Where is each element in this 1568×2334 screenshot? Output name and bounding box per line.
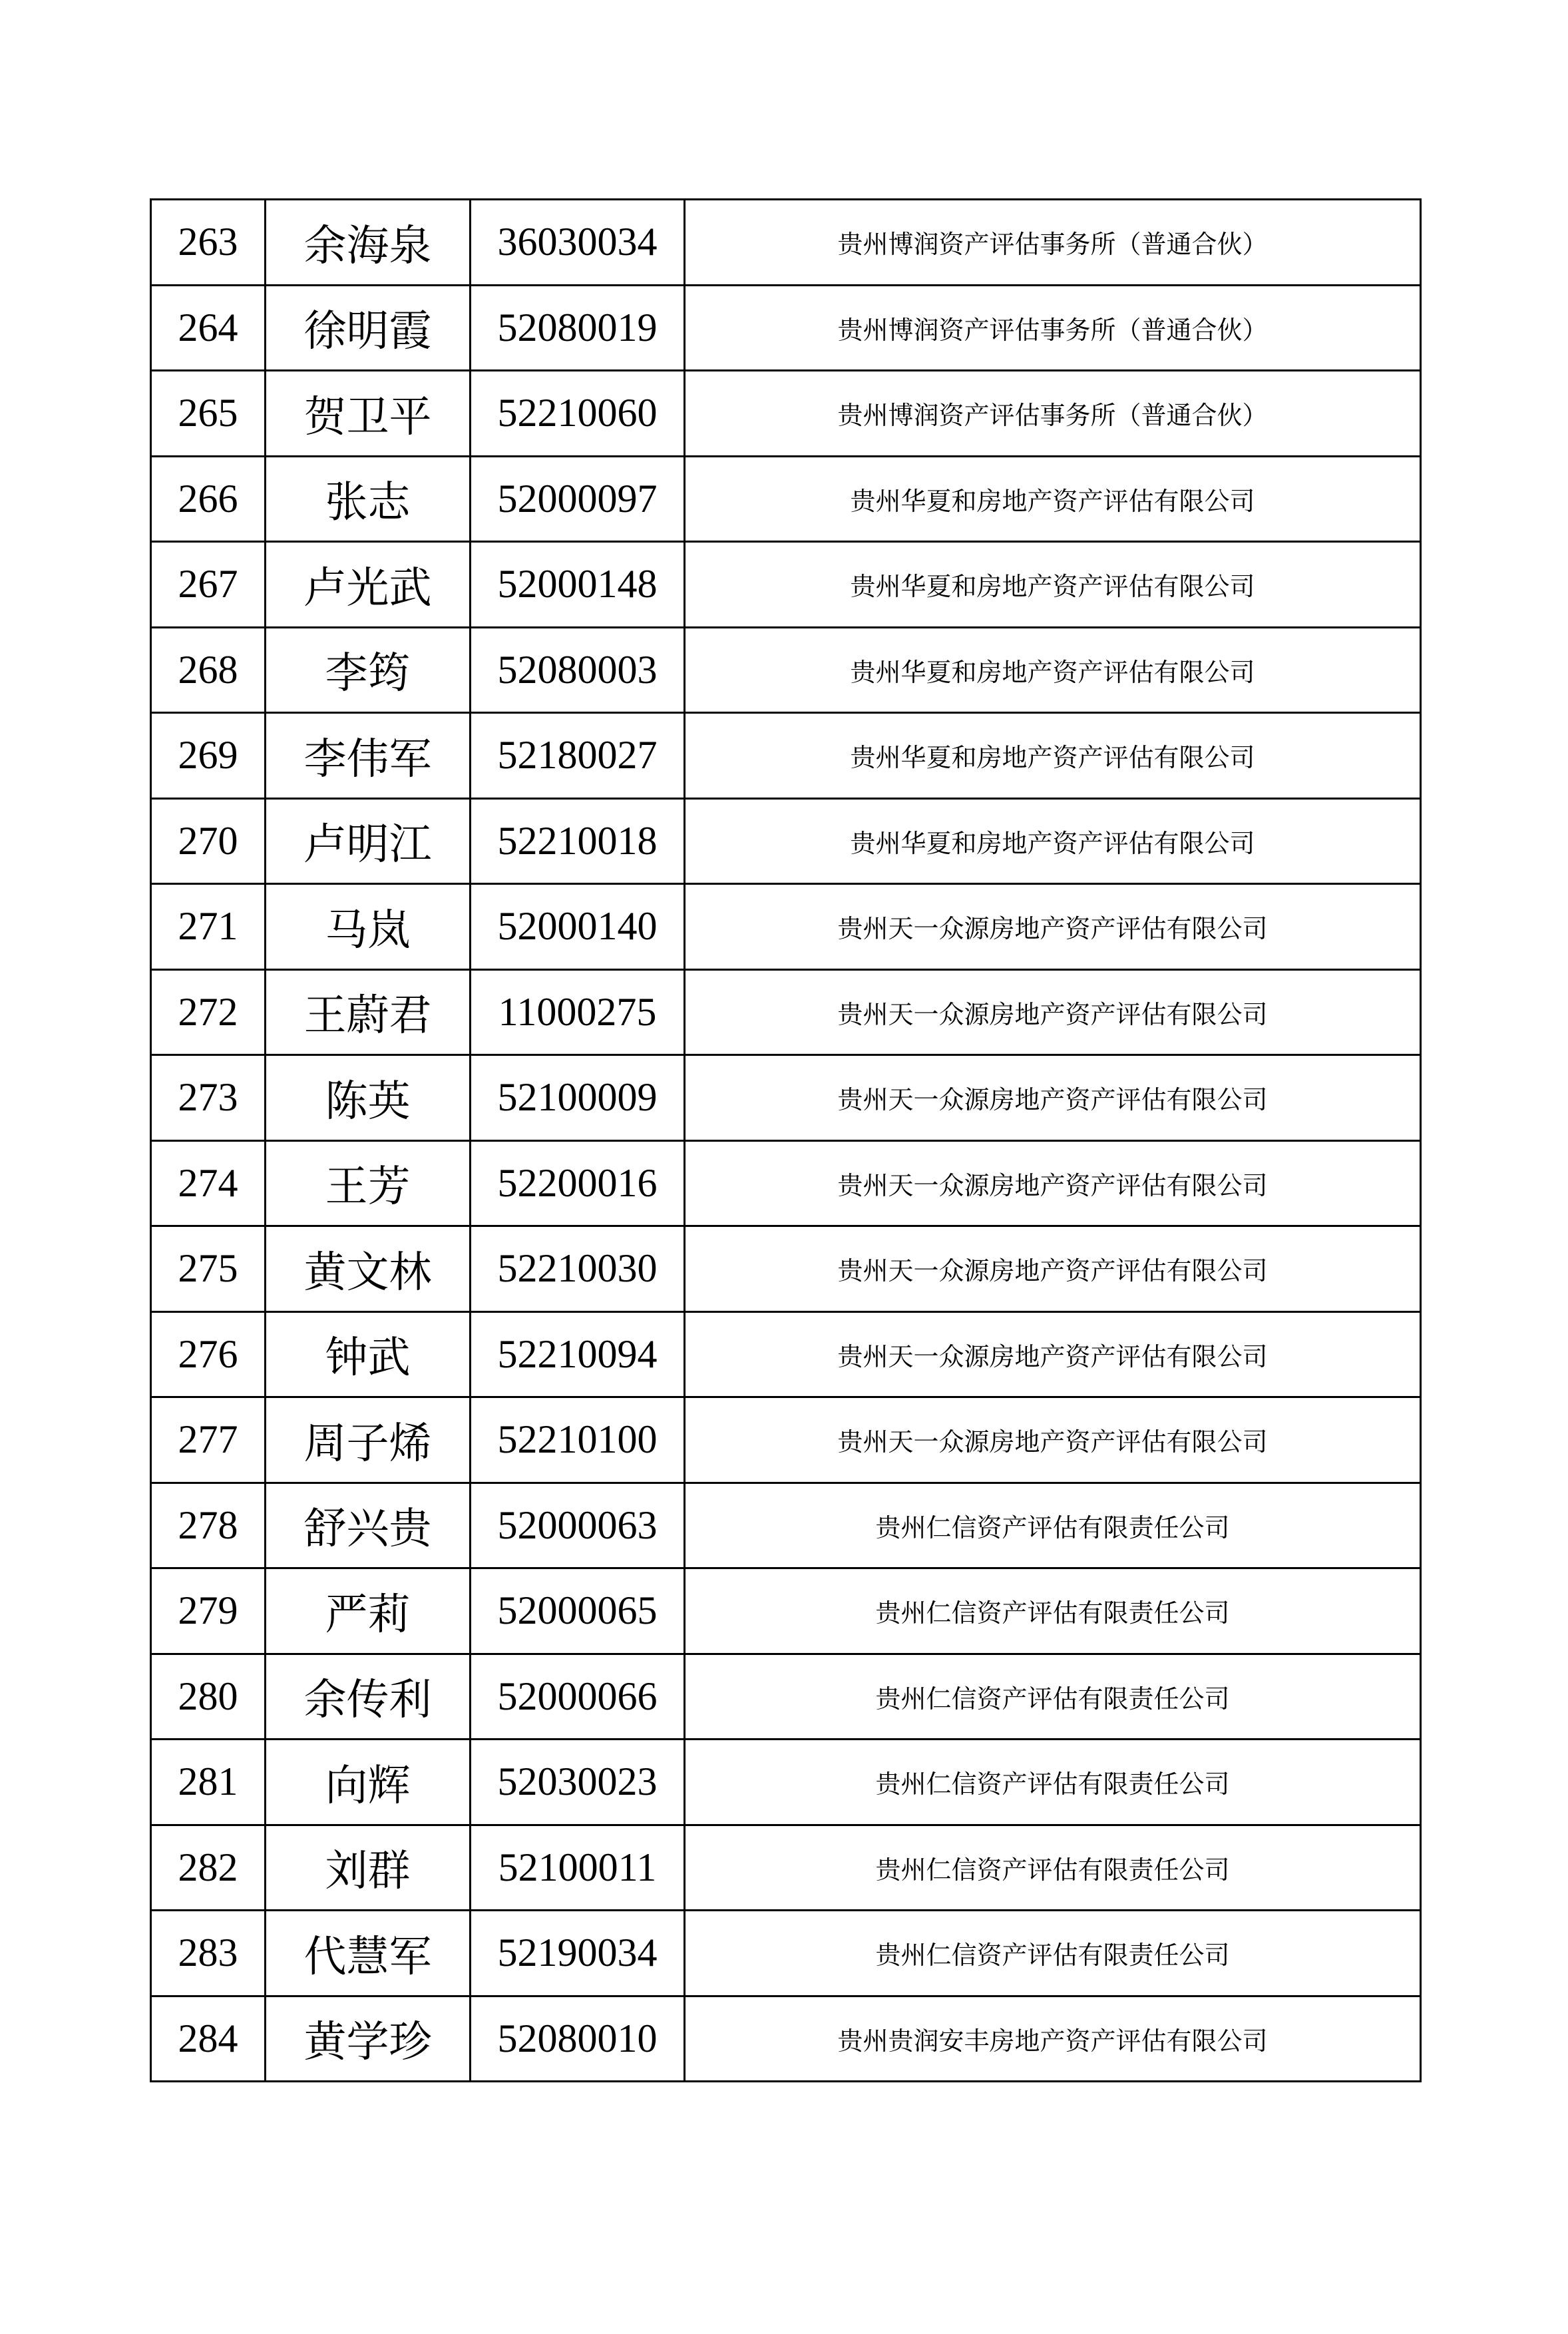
table-row: [151, 1996, 1421, 2082]
person-name-cell: 余海泉: [266, 200, 471, 286]
organization-cell: 贵州天一众源房地产资产评估有限公司: [685, 1397, 1421, 1483]
organization-cell: 贵州仁信资产评估有限责任公司: [685, 1654, 1421, 1740]
organization-cell: 贵州仁信资产评估有限责任公司: [685, 1740, 1421, 1825]
row-number-cell: 263: [151, 200, 266, 286]
table-row: [151, 713, 1421, 799]
person-name-cell: 周子烯: [266, 1397, 471, 1483]
organization-cell: 贵州华夏和房地产资产评估有限公司: [685, 627, 1421, 713]
row-number-cell: 266: [151, 456, 266, 542]
person-name-cell: 张志: [266, 456, 471, 542]
table-row: [151, 627, 1421, 713]
organization-cell: 贵州博润资产评估事务所（普通合伙）: [685, 285, 1421, 371]
roster-table-body: [151, 200, 1421, 2082]
organization-cell: 贵州华夏和房地产资产评估有限公司: [685, 798, 1421, 884]
table-row: [151, 1140, 1421, 1226]
organization-cell: 贵州仁信资产评估有限责任公司: [685, 1911, 1421, 1996]
person-name-cell: 卢光武: [266, 542, 471, 628]
certificate-number-cell: 52000148: [471, 542, 685, 628]
person-name-cell: 代慧军: [266, 1911, 471, 1996]
organization-cell: 贵州天一众源房地产资产评估有限公司: [685, 1311, 1421, 1397]
organization-cell: 贵州贵润安丰房地产资产评估有限公司: [685, 1996, 1421, 2082]
certificate-number-cell: 52100011: [471, 1825, 685, 1911]
row-number-cell: 275: [151, 1226, 266, 1312]
organization-cell: 贵州天一众源房地产资产评估有限公司: [685, 969, 1421, 1055]
row-number-cell: 264: [151, 285, 266, 371]
table-row: [151, 1654, 1421, 1740]
organization-cell: 贵州天一众源房地产资产评估有限公司: [685, 1226, 1421, 1312]
row-number-cell: 282: [151, 1825, 266, 1911]
person-name-cell: 李伟军: [266, 713, 471, 799]
organization-cell: 贵州华夏和房地产资产评估有限公司: [685, 542, 1421, 628]
certificate-number-cell: 52000066: [471, 1654, 685, 1740]
certificate-number-cell: 52000140: [471, 884, 685, 970]
person-name-cell: 黄学珍: [266, 1996, 471, 2082]
table-row: [151, 1911, 1421, 1996]
organization-cell: 贵州仁信资产评估有限责任公司: [685, 1825, 1421, 1911]
row-number-cell: 278: [151, 1483, 266, 1568]
table-row: [151, 1226, 1421, 1312]
organization-cell: 贵州仁信资产评估有限责任公司: [685, 1483, 1421, 1568]
table-row: [151, 1825, 1421, 1911]
person-name-cell: 钟武: [266, 1311, 471, 1397]
table-row: [151, 884, 1421, 970]
roster-table: [150, 198, 1422, 2082]
table-row: [151, 1568, 1421, 1654]
table-row: [151, 1483, 1421, 1568]
certificate-number-cell: 11000275: [471, 969, 685, 1055]
table-row: [151, 798, 1421, 884]
organization-cell: 贵州华夏和房地产资产评估有限公司: [685, 713, 1421, 799]
row-number-cell: 267: [151, 542, 266, 628]
person-name-cell: 马岚: [266, 884, 471, 970]
row-number-cell: 284: [151, 1996, 266, 2082]
table-row: [151, 969, 1421, 1055]
table-row: [151, 1055, 1421, 1141]
organization-cell: 贵州天一众源房地产资产评估有限公司: [685, 884, 1421, 970]
organization-cell: 贵州仁信资产评估有限责任公司: [685, 1568, 1421, 1654]
table-row: [151, 1740, 1421, 1825]
person-name-cell: 严莉: [266, 1568, 471, 1654]
certificate-number-cell: 52200016: [471, 1140, 685, 1226]
certificate-number-cell: 52210060: [471, 371, 685, 457]
table-row: [151, 200, 1421, 286]
certificate-number-cell: 52080003: [471, 627, 685, 713]
row-number-cell: 280: [151, 1654, 266, 1740]
row-number-cell: 272: [151, 969, 266, 1055]
table-row: [151, 1311, 1421, 1397]
organization-cell: 贵州天一众源房地产资产评估有限公司: [685, 1140, 1421, 1226]
certificate-number-cell: 52100009: [471, 1055, 685, 1141]
person-name-cell: 卢明江: [266, 798, 471, 884]
row-number-cell: 276: [151, 1311, 266, 1397]
person-name-cell: 王芳: [266, 1140, 471, 1226]
person-name-cell: 舒兴贵: [266, 1483, 471, 1568]
certificate-number-cell: 36030034: [471, 200, 685, 286]
row-number-cell: 273: [151, 1055, 266, 1141]
person-name-cell: 王蔚君: [266, 969, 471, 1055]
certificate-number-cell: 52210100: [471, 1397, 685, 1483]
row-number-cell: 265: [151, 371, 266, 457]
table-row: [151, 456, 1421, 542]
certificate-number-cell: 52000097: [471, 456, 685, 542]
certificate-number-cell: 52080010: [471, 1996, 685, 2082]
table-row: [151, 1397, 1421, 1483]
row-number-cell: 283: [151, 1911, 266, 1996]
organization-cell: 贵州博润资产评估事务所（普通合伙）: [685, 371, 1421, 457]
person-name-cell: 刘群: [266, 1825, 471, 1911]
person-name-cell: 余传利: [266, 1654, 471, 1740]
table-row: [151, 542, 1421, 628]
person-name-cell: 向辉: [266, 1740, 471, 1825]
certificate-number-cell: 52180027: [471, 713, 685, 799]
certificate-number-cell: 52210094: [471, 1311, 685, 1397]
row-number-cell: 269: [151, 713, 266, 799]
certificate-number-cell: 52210018: [471, 798, 685, 884]
row-number-cell: 279: [151, 1568, 266, 1654]
certificate-number-cell: 52210030: [471, 1226, 685, 1312]
table-row: [151, 371, 1421, 457]
organization-cell: 贵州天一众源房地产资产评估有限公司: [685, 1055, 1421, 1141]
certificate-number-cell: 52000063: [471, 1483, 685, 1568]
certificate-number-cell: 52030023: [471, 1740, 685, 1825]
person-name-cell: 黄文林: [266, 1226, 471, 1312]
person-name-cell: 李筠: [266, 627, 471, 713]
row-number-cell: 271: [151, 884, 266, 970]
row-number-cell: 277: [151, 1397, 266, 1483]
person-name-cell: 陈英: [266, 1055, 471, 1141]
person-name-cell: 贺卫平: [266, 371, 471, 457]
row-number-cell: 281: [151, 1740, 266, 1825]
organization-cell: 贵州博润资产评估事务所（普通合伙）: [685, 200, 1421, 286]
row-number-cell: 270: [151, 798, 266, 884]
certificate-number-cell: 52190034: [471, 1911, 685, 1996]
person-name-cell: 徐明霞: [266, 285, 471, 371]
row-number-cell: 274: [151, 1140, 266, 1226]
certificate-number-cell: 52000065: [471, 1568, 685, 1654]
row-number-cell: 268: [151, 627, 266, 713]
certificate-number-cell: 52080019: [471, 285, 685, 371]
table-row: [151, 285, 1421, 371]
organization-cell: 贵州华夏和房地产资产评估有限公司: [685, 456, 1421, 542]
